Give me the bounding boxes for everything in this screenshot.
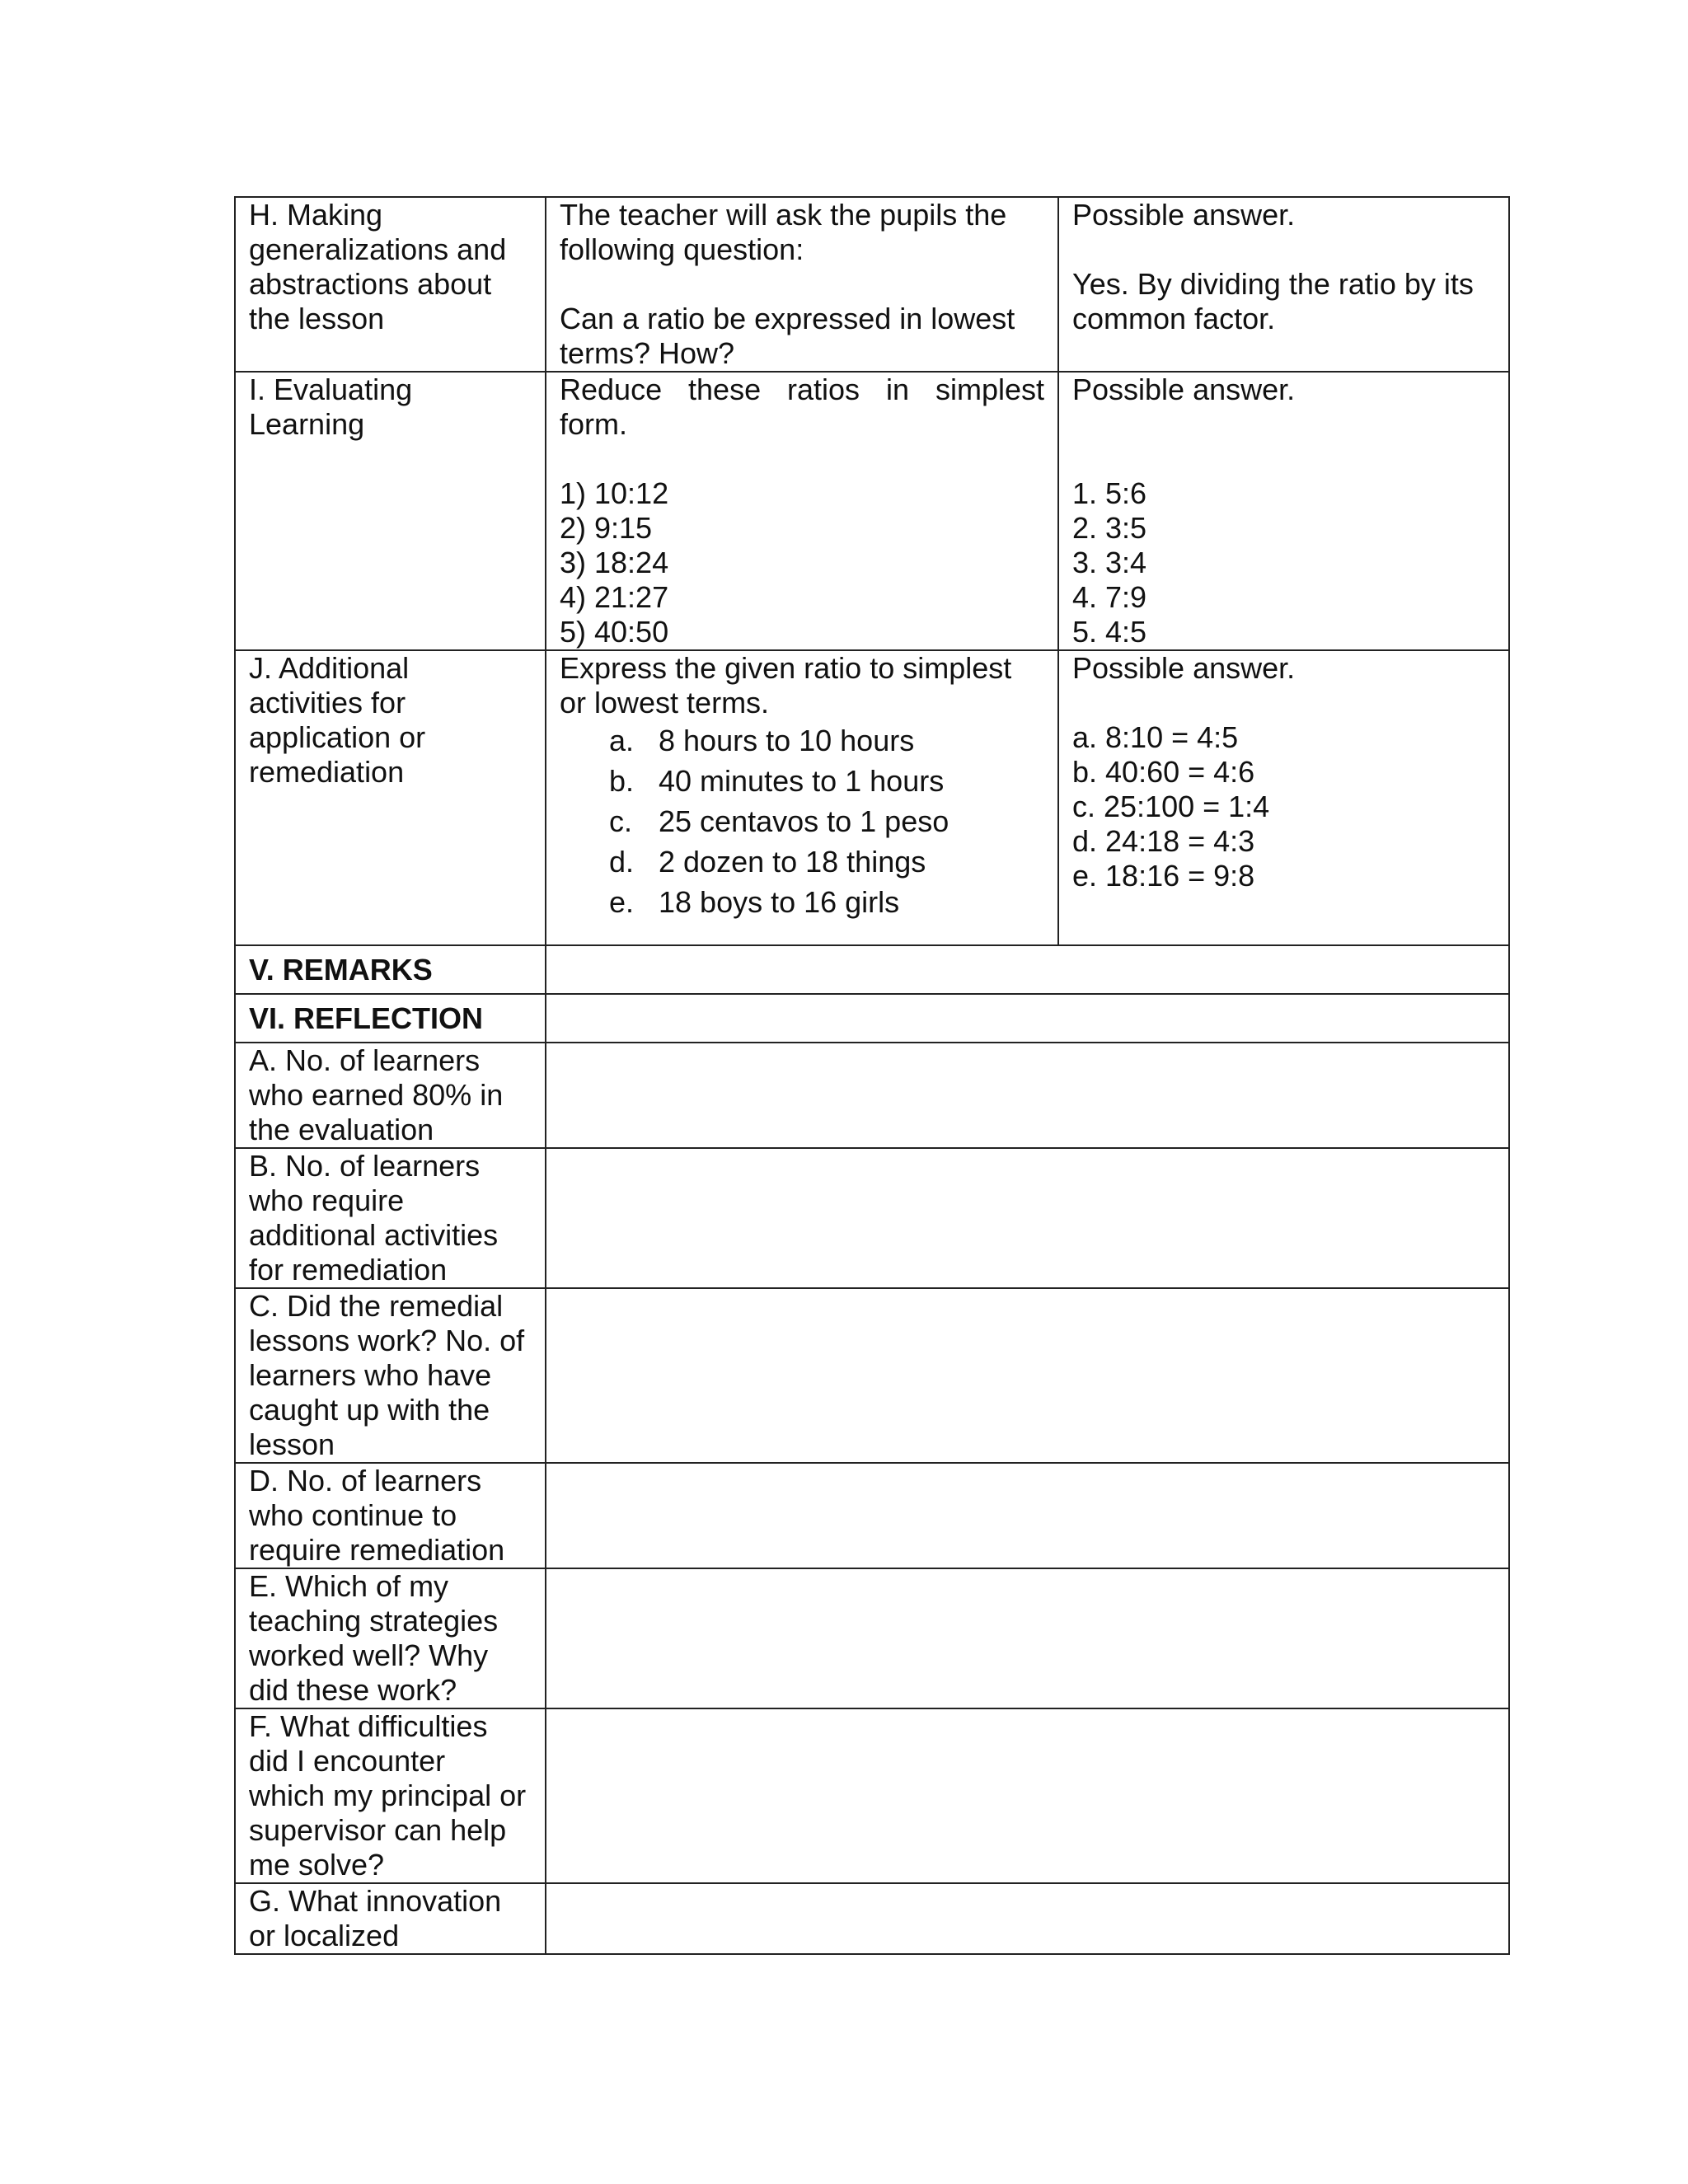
reflection-question-line: B. No. of learners [249, 1149, 481, 1183]
row-j-answer-item: d. 24:18 = 4:3 [1072, 824, 1255, 858]
reflection-question-line: did these work? [249, 1673, 457, 1707]
row-i-label-line: Learning [249, 407, 365, 441]
reflection-answer-cell [546, 1148, 1509, 1288]
reflection-question-line: A. No. of learners [249, 1043, 481, 1077]
row-reflection [235, 994, 1509, 1043]
list-item-marker: a. [609, 724, 635, 757]
reflection-question-line: who require [249, 1183, 405, 1217]
row-h-answer-line: Yes. By dividing the ratio by its [1072, 267, 1474, 301]
row-h-label-line: abstractions about [249, 267, 492, 301]
row-j-answer-cell [1058, 650, 1509, 945]
reflection-answer-cell [546, 1883, 1509, 1954]
list-item-marker: e. [609, 885, 635, 919]
row-j-label-line: remediation [249, 755, 405, 789]
row-h-question-line: terms? How? [560, 336, 735, 370]
list-item-marker: c. [609, 804, 633, 838]
reflection-question-line: G. What innovation [249, 1884, 502, 1918]
reflection-answer-cell [546, 1463, 1509, 1568]
reflection-row-d [235, 1463, 1509, 1568]
row-i-intro-justified: Reduce these ratios in simplest [560, 373, 1044, 406]
reflection-answer-cell [546, 1043, 1509, 1148]
row-i-answer-item: 1. 5:6 [1072, 476, 1147, 510]
reflection-question-line: teaching strategies [249, 1604, 499, 1638]
row-j-label-cell [235, 650, 546, 945]
reflection-row-e [235, 1568, 1509, 1708]
reflection-question-line: C. Did the remedial [249, 1289, 504, 1323]
row-j-label-line: application or [249, 720, 426, 754]
row-j-label-line: J. Additional [249, 651, 410, 685]
row-i-answer-item: 4. 7:9 [1072, 580, 1147, 614]
row-h-intro-line: The teacher will ask the pupils the [560, 198, 1007, 232]
row-j-intro-line: or lowest terms. [560, 686, 770, 719]
list-item [560, 761, 1044, 801]
row-i-ratio-item: 4) 21:27 [560, 580, 669, 614]
row-evaluating-learning [235, 372, 1509, 650]
row-h-answer-heading: Possible answer. [1072, 198, 1296, 232]
reflection-question-cell [235, 1288, 546, 1463]
remarks-heading: V. REMARKS [249, 952, 433, 987]
row-h-label-line: the lesson [249, 302, 385, 335]
row-i-activity-cell [546, 372, 1058, 650]
row-h-label-line: generalizations and [249, 232, 507, 266]
reflection-question-line: caught up with the [249, 1393, 490, 1427]
reflection-question-line: additional activities [249, 1218, 499, 1252]
reflection-answer-cell [546, 1708, 1509, 1883]
reflection-question-line: who earned 80% in [249, 1078, 504, 1112]
reflection-question-line: me solve? [249, 1848, 385, 1882]
row-j-answer-item: c. 25:100 = 1:4 [1072, 790, 1270, 823]
list-item-text: 25 centavos to 1 peso [659, 804, 950, 838]
row-h-answer-line: common factor. [1072, 302, 1276, 335]
reflection-row-b [235, 1148, 1509, 1288]
list-item [560, 801, 1044, 841]
reflection-question-line: F. What difficulties [249, 1709, 488, 1743]
reflection-question-line: lessons work? No. of [249, 1324, 525, 1357]
reflection-heading-cell [235, 994, 546, 1043]
row-h-intro-line: following question: [560, 232, 804, 266]
row-i-answer-cell [1058, 372, 1509, 650]
reflection-row-f [235, 1708, 1509, 1883]
reflection-question-cell [235, 1883, 546, 1954]
reflection-question-line: for remediation [249, 1253, 448, 1286]
row-i-label-cell [235, 372, 546, 650]
row-i-ratio-item: 5) 40:50 [560, 615, 669, 649]
row-j-exercise-list [560, 720, 1044, 922]
row-j-label-line: activities for [249, 686, 406, 719]
list-item [560, 841, 1044, 882]
row-i-answer-item: 3. 3:4 [1072, 546, 1147, 579]
reflection-answer-cell [546, 1568, 1509, 1708]
row-i-answer-heading: Possible answer. [1072, 373, 1296, 406]
remarks-entry-cell [546, 945, 1509, 994]
reflection-entry-cell [546, 994, 1509, 1043]
lesson-plan-table [234, 196, 1510, 1955]
list-item-text: 8 hours to 10 hours [659, 724, 915, 757]
row-i-ratio-item: 2) 9:15 [560, 511, 653, 545]
row-i-ratio-item: 3) 18:24 [560, 546, 669, 579]
row-j-answer-heading: Possible answer. [1072, 651, 1296, 685]
list-item-text: 2 dozen to 18 things [659, 845, 926, 879]
reflection-row-a [235, 1043, 1509, 1148]
reflection-question-line: did I encounter [249, 1744, 446, 1778]
row-i-intro-rest: form. [560, 407, 628, 441]
reflection-question-cell [235, 1463, 546, 1568]
row-j-answer-item: e. 18:16 = 9:8 [1072, 859, 1255, 893]
reflection-question-cell [235, 1708, 546, 1883]
row-remarks [235, 945, 1509, 994]
reflection-question-cell [235, 1148, 546, 1288]
row-i-ratio-item: 1) 10:12 [560, 476, 669, 510]
reflection-row-g [235, 1883, 1509, 1954]
reflection-question-line: worked well? Why [249, 1638, 489, 1672]
reflection-row-c [235, 1288, 1509, 1463]
reflection-question-line: who continue to [249, 1498, 457, 1532]
row-j-intro-line: Express the given ratio to simplest [560, 651, 1012, 685]
reflection-question-line: which my principal or [249, 1779, 527, 1812]
row-j-answer-item: b. 40:60 = 4:6 [1072, 755, 1255, 789]
reflection-question-line: require remediation [249, 1533, 505, 1567]
row-h-label-line: H. Making [249, 198, 383, 232]
reflection-question-line: the evaluation [249, 1113, 434, 1146]
row-j-activity-cell [546, 650, 1058, 945]
row-i-answer-item: 5. 4:5 [1072, 615, 1147, 649]
list-item-marker: b. [609, 764, 635, 798]
reflection-question-line: or localized [249, 1919, 400, 1952]
remarks-heading-cell [235, 945, 546, 994]
row-i-answer-item: 2. 3:5 [1072, 511, 1147, 545]
reflection-question-cell [235, 1568, 546, 1708]
reflection-heading: VI. REFLECTION [249, 1001, 484, 1035]
reflection-question-line: E. Which of my [249, 1569, 449, 1603]
row-additional-activities [235, 650, 1509, 945]
reflection-question-line: lesson [249, 1427, 335, 1461]
reflection-answer-cell [546, 1288, 1509, 1463]
list-item [560, 720, 1044, 761]
reflection-question-cell [235, 1043, 546, 1148]
reflection-question-line: learners who have [249, 1358, 492, 1392]
list-item [560, 882, 1044, 922]
reflection-question-line: supervisor can help [249, 1813, 507, 1847]
row-j-answer-item: a. 8:10 = 4:5 [1072, 720, 1239, 754]
list-item-marker: d. [609, 845, 635, 879]
row-h-label-cell [235, 197, 546, 372]
row-h-answer-cell [1058, 197, 1509, 372]
row-i-label-line: I. Evaluating [249, 373, 413, 406]
row-h-activity-cell [546, 197, 1058, 372]
row-h-question-line: Can a ratio be expressed in lowest [560, 302, 1015, 335]
reflection-question-line: D. No. of learners [249, 1464, 482, 1497]
list-item-text: 40 minutes to 1 hours [659, 764, 945, 798]
list-item-text: 18 boys to 16 girls [659, 885, 900, 919]
row-making-generalizations [235, 197, 1509, 372]
